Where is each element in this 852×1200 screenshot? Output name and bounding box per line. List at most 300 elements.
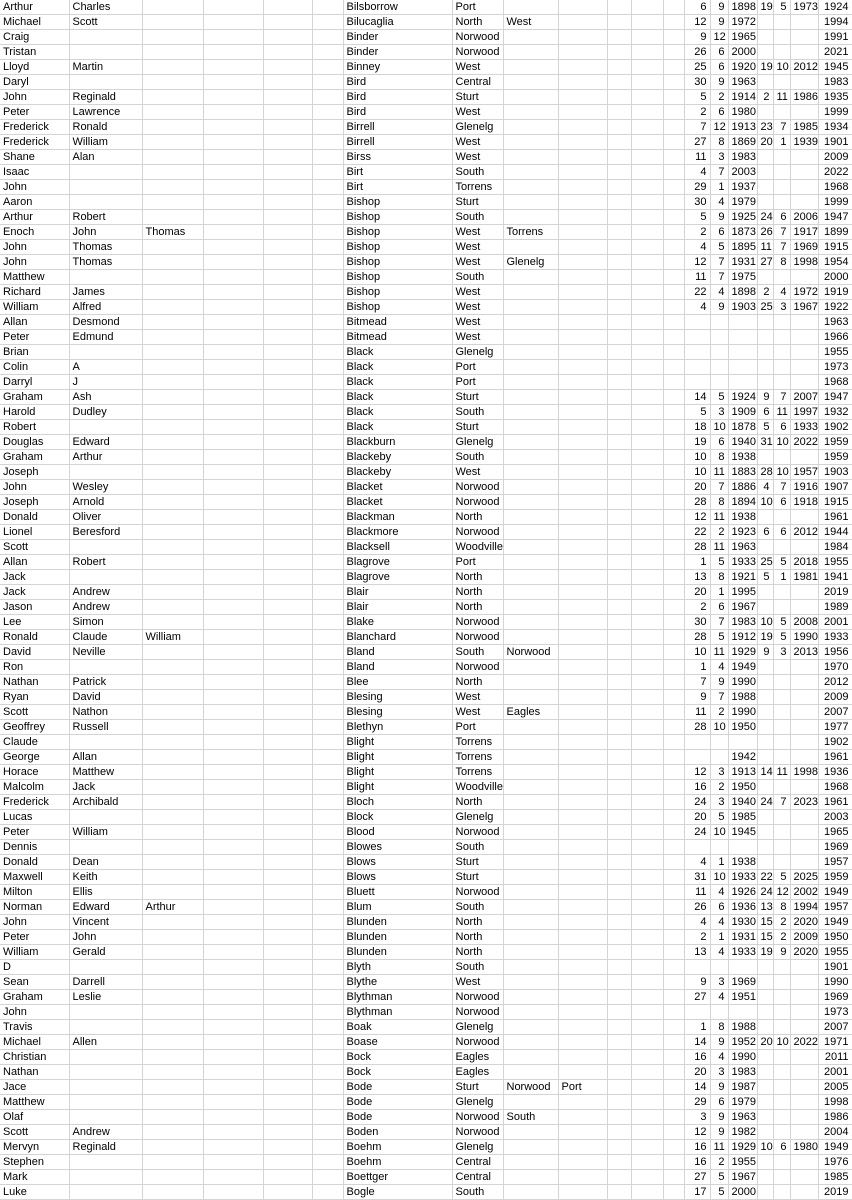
cell-club-2[interactable]: [503, 840, 558, 855]
cell-last-year[interactable]: 1959: [818, 870, 852, 885]
cell-empty-k[interactable]: [607, 525, 631, 540]
cell-birth-year[interactable]: 1936: [728, 900, 757, 915]
cell-empty-m[interactable]: [663, 975, 684, 990]
cell-club-1[interactable]: Glenelg: [452, 1095, 503, 1110]
cell-empty-e[interactable]: [263, 1020, 312, 1035]
cell-empty-l[interactable]: [631, 105, 663, 120]
cell-empty-m[interactable]: [663, 435, 684, 450]
cell-third-name[interactable]: [142, 1095, 203, 1110]
cell-birth-year[interactable]: [728, 345, 757, 360]
cell-birth-month[interactable]: 1: [710, 585, 728, 600]
cell-last-year[interactable]: 1966: [818, 330, 852, 345]
cell-empty-m[interactable]: [663, 345, 684, 360]
cell-empty-k[interactable]: [607, 1140, 631, 1155]
cell-empty-k[interactable]: [607, 585, 631, 600]
cell-empty-m[interactable]: [663, 15, 684, 30]
cell-empty-e[interactable]: [263, 1005, 312, 1020]
cell-first-name[interactable]: William: [0, 300, 69, 315]
cell-club-1[interactable]: Glenelg: [452, 1140, 503, 1155]
cell-surname[interactable]: Blight: [343, 780, 452, 795]
cell-last-year[interactable]: 1999: [818, 195, 852, 210]
cell-empty-e[interactable]: [263, 825, 312, 840]
cell-death-year[interactable]: [790, 450, 818, 465]
cell-death-day[interactable]: 24: [757, 795, 773, 810]
cell-death-year[interactable]: [790, 690, 818, 705]
cell-empty-m[interactable]: [663, 255, 684, 270]
cell-surname[interactable]: Blacksell: [343, 540, 452, 555]
cell-first-name[interactable]: Arthur: [0, 210, 69, 225]
cell-last-year[interactable]: 1907: [818, 480, 852, 495]
cell-empty-f[interactable]: [312, 0, 343, 15]
cell-birth-day[interactable]: 10: [684, 465, 710, 480]
cell-third-name[interactable]: [142, 735, 203, 750]
cell-middle-name[interactable]: [69, 1050, 142, 1065]
cell-club-1[interactable]: Port: [452, 555, 503, 570]
cell-club-2[interactable]: [503, 1155, 558, 1170]
cell-first-name[interactable]: Brian: [0, 345, 69, 360]
cell-club-2[interactable]: [503, 75, 558, 90]
cell-death-month[interactable]: 6: [773, 1140, 790, 1155]
cell-empty-k[interactable]: [607, 660, 631, 675]
cell-club-3[interactable]: [558, 645, 607, 660]
cell-empty-m[interactable]: [663, 270, 684, 285]
cell-empty-d[interactable]: [203, 120, 263, 135]
cell-empty-m[interactable]: [663, 705, 684, 720]
cell-club-3[interactable]: [558, 945, 607, 960]
cell-empty-m[interactable]: [663, 300, 684, 315]
cell-third-name[interactable]: [142, 90, 203, 105]
cell-first-name[interactable]: D: [0, 960, 69, 975]
cell-death-year[interactable]: 2022: [790, 1035, 818, 1050]
cell-club-2[interactable]: [503, 915, 558, 930]
cell-empty-m[interactable]: [663, 1170, 684, 1185]
cell-club-2[interactable]: [503, 960, 558, 975]
cell-last-year[interactable]: 1983: [818, 75, 852, 90]
cell-club-1[interactable]: Torrens: [452, 765, 503, 780]
cell-birth-day[interactable]: 4: [684, 915, 710, 930]
cell-death-day[interactable]: 22: [757, 870, 773, 885]
cell-birth-year[interactable]: 1942: [728, 750, 757, 765]
cell-club-3[interactable]: [558, 585, 607, 600]
cell-empty-d[interactable]: [203, 105, 263, 120]
cell-birth-day[interactable]: 28: [684, 720, 710, 735]
cell-death-year[interactable]: 2025: [790, 870, 818, 885]
cell-death-month[interactable]: 9: [773, 945, 790, 960]
cell-surname[interactable]: Blackman: [343, 510, 452, 525]
cell-last-year[interactable]: 1961: [818, 795, 852, 810]
cell-birth-year[interactable]: 1929: [728, 1140, 757, 1155]
cell-birth-month[interactable]: 4: [710, 915, 728, 930]
cell-empty-d[interactable]: [203, 465, 263, 480]
cell-empty-f[interactable]: [312, 210, 343, 225]
cell-empty-m[interactable]: [663, 285, 684, 300]
cell-surname[interactable]: Bock: [343, 1050, 452, 1065]
cell-empty-k[interactable]: [607, 90, 631, 105]
cell-middle-name[interactable]: Allen: [69, 1035, 142, 1050]
cell-first-name[interactable]: Peter: [0, 825, 69, 840]
cell-birth-month[interactable]: 11: [710, 465, 728, 480]
cell-club-1[interactable]: South: [452, 210, 503, 225]
cell-club-1[interactable]: Glenelg: [452, 120, 503, 135]
cell-death-year[interactable]: 1994: [790, 900, 818, 915]
cell-death-month[interactable]: 7: [773, 480, 790, 495]
cell-death-month[interactable]: 6: [773, 420, 790, 435]
cell-first-name[interactable]: John: [0, 180, 69, 195]
cell-club-3[interactable]: [558, 615, 607, 630]
cell-empty-l[interactable]: [631, 345, 663, 360]
cell-death-month[interactable]: [773, 345, 790, 360]
cell-empty-l[interactable]: [631, 915, 663, 930]
cell-empty-k[interactable]: [607, 1110, 631, 1125]
cell-birth-month[interactable]: 5: [710, 630, 728, 645]
cell-death-day[interactable]: [757, 750, 773, 765]
cell-birth-month[interactable]: [710, 345, 728, 360]
cell-third-name[interactable]: William: [142, 630, 203, 645]
cell-first-name[interactable]: Colin: [0, 360, 69, 375]
cell-last-year[interactable]: 1935: [818, 90, 852, 105]
cell-last-year[interactable]: 2007: [818, 705, 852, 720]
cell-club-3[interactable]: [558, 1155, 607, 1170]
cell-third-name[interactable]: [142, 75, 203, 90]
cell-club-2[interactable]: [503, 180, 558, 195]
cell-empty-d[interactable]: [203, 1020, 263, 1035]
cell-middle-name[interactable]: Robert: [69, 210, 142, 225]
cell-surname[interactable]: Blood: [343, 825, 452, 840]
cell-birth-day[interactable]: 12: [684, 765, 710, 780]
cell-surname[interactable]: Binder: [343, 30, 452, 45]
cell-third-name[interactable]: [142, 750, 203, 765]
cell-birth-year[interactable]: 1883: [728, 465, 757, 480]
cell-last-year[interactable]: 2009: [818, 690, 852, 705]
cell-death-day[interactable]: [757, 315, 773, 330]
cell-third-name[interactable]: [142, 1065, 203, 1080]
cell-empty-m[interactable]: [663, 1035, 684, 1050]
cell-empty-l[interactable]: [631, 930, 663, 945]
cell-empty-l[interactable]: [631, 960, 663, 975]
cell-birth-month[interactable]: 6: [710, 225, 728, 240]
cell-surname[interactable]: Bird: [343, 75, 452, 90]
cell-empty-f[interactable]: [312, 330, 343, 345]
cell-last-year[interactable]: 2011: [818, 1050, 852, 1065]
cell-empty-e[interactable]: [263, 45, 312, 60]
cell-empty-f[interactable]: [312, 600, 343, 615]
cell-middle-name[interactable]: John: [69, 930, 142, 945]
cell-club-3[interactable]: [558, 510, 607, 525]
cell-empty-e[interactable]: [263, 765, 312, 780]
cell-empty-f[interactable]: [312, 450, 343, 465]
cell-birth-year[interactable]: [728, 360, 757, 375]
cell-club-3[interactable]: [558, 1110, 607, 1125]
cell-club-2[interactable]: [503, 675, 558, 690]
cell-death-day[interactable]: 6: [757, 405, 773, 420]
cell-club-3[interactable]: [558, 825, 607, 840]
cell-empty-e[interactable]: [263, 780, 312, 795]
cell-first-name[interactable]: Dennis: [0, 840, 69, 855]
cell-middle-name[interactable]: Beresford: [69, 525, 142, 540]
cell-club-2[interactable]: [503, 990, 558, 1005]
cell-birth-month[interactable]: 4: [710, 285, 728, 300]
cell-death-day[interactable]: 5: [757, 570, 773, 585]
cell-empty-l[interactable]: [631, 900, 663, 915]
cell-empty-l[interactable]: [631, 60, 663, 75]
cell-third-name[interactable]: [142, 825, 203, 840]
cell-club-1[interactable]: Torrens: [452, 750, 503, 765]
cell-surname[interactable]: Bode: [343, 1110, 452, 1125]
cell-empty-d[interactable]: [203, 705, 263, 720]
cell-birth-day[interactable]: 16: [684, 1155, 710, 1170]
cell-surname[interactable]: Boettger: [343, 1170, 452, 1185]
cell-surname[interactable]: Bishop: [343, 195, 452, 210]
cell-club-2[interactable]: [503, 570, 558, 585]
cell-third-name[interactable]: [142, 870, 203, 885]
cell-death-year[interactable]: [790, 1185, 818, 1200]
cell-death-year[interactable]: [790, 1155, 818, 1170]
cell-club-2[interactable]: [503, 90, 558, 105]
cell-empty-e[interactable]: [263, 600, 312, 615]
cell-empty-f[interactable]: [312, 675, 343, 690]
cell-empty-e[interactable]: [263, 420, 312, 435]
cell-empty-e[interactable]: [263, 540, 312, 555]
cell-club-1[interactable]: North: [452, 915, 503, 930]
cell-birth-year[interactable]: 1924: [728, 390, 757, 405]
cell-empty-l[interactable]: [631, 765, 663, 780]
cell-third-name[interactable]: [142, 450, 203, 465]
cell-birth-day[interactable]: 19: [684, 435, 710, 450]
cell-empty-l[interactable]: [631, 1080, 663, 1095]
cell-death-month[interactable]: [773, 1155, 790, 1170]
cell-empty-l[interactable]: [631, 120, 663, 135]
cell-death-month[interactable]: 7: [773, 120, 790, 135]
cell-death-day[interactable]: 10: [757, 495, 773, 510]
cell-club-1[interactable]: South: [452, 900, 503, 915]
cell-empty-l[interactable]: [631, 780, 663, 795]
cell-surname[interactable]: Blight: [343, 765, 452, 780]
cell-death-month[interactable]: [773, 750, 790, 765]
cell-surname[interactable]: Blackmore: [343, 525, 452, 540]
cell-empty-l[interactable]: [631, 480, 663, 495]
cell-death-year[interactable]: 1998: [790, 255, 818, 270]
cell-death-month[interactable]: [773, 840, 790, 855]
cell-first-name[interactable]: Shane: [0, 150, 69, 165]
cell-empty-l[interactable]: [631, 1035, 663, 1050]
cell-death-year[interactable]: 2007: [790, 390, 818, 405]
cell-first-name[interactable]: Milton: [0, 885, 69, 900]
cell-empty-f[interactable]: [312, 270, 343, 285]
cell-birth-day[interactable]: [684, 840, 710, 855]
cell-empty-e[interactable]: [263, 735, 312, 750]
cell-birth-month[interactable]: [710, 360, 728, 375]
cell-middle-name[interactable]: Ronald: [69, 120, 142, 135]
cell-death-day[interactable]: [757, 195, 773, 210]
cell-empty-k[interactable]: [607, 825, 631, 840]
cell-death-year[interactable]: 1916: [790, 480, 818, 495]
cell-club-2[interactable]: [503, 1035, 558, 1050]
cell-death-day[interactable]: [757, 1185, 773, 1200]
cell-club-3[interactable]: [558, 990, 607, 1005]
cell-empty-f[interactable]: [312, 285, 343, 300]
cell-death-year[interactable]: [790, 150, 818, 165]
cell-empty-l[interactable]: [631, 225, 663, 240]
cell-empty-m[interactable]: [663, 525, 684, 540]
cell-club-1[interactable]: Port: [452, 0, 503, 15]
cell-death-month[interactable]: [773, 660, 790, 675]
cell-death-day[interactable]: [757, 270, 773, 285]
cell-empty-f[interactable]: [312, 1005, 343, 1020]
cell-birth-year[interactable]: 1983: [728, 1065, 757, 1080]
cell-third-name[interactable]: [142, 180, 203, 195]
cell-surname[interactable]: Blackeby: [343, 450, 452, 465]
cell-third-name[interactable]: [142, 660, 203, 675]
cell-empty-k[interactable]: [607, 1080, 631, 1095]
cell-middle-name[interactable]: Reginald: [69, 1140, 142, 1155]
cell-empty-k[interactable]: [607, 705, 631, 720]
cell-birth-month[interactable]: 4: [710, 195, 728, 210]
cell-empty-d[interactable]: [203, 585, 263, 600]
cell-first-name[interactable]: Darryl: [0, 375, 69, 390]
cell-last-year[interactable]: 2003: [818, 810, 852, 825]
cell-last-year[interactable]: 1902: [818, 420, 852, 435]
cell-empty-k[interactable]: [607, 1065, 631, 1080]
cell-club-2[interactable]: [503, 750, 558, 765]
cell-death-month[interactable]: [773, 1050, 790, 1065]
cell-club-2[interactable]: [503, 780, 558, 795]
cell-middle-name[interactable]: Edward: [69, 900, 142, 915]
cell-empty-l[interactable]: [631, 795, 663, 810]
cell-empty-m[interactable]: [663, 495, 684, 510]
cell-club-2[interactable]: [503, 240, 558, 255]
cell-middle-name[interactable]: [69, 570, 142, 585]
cell-first-name[interactable]: Lucas: [0, 810, 69, 825]
cell-club-1[interactable]: Port: [452, 720, 503, 735]
cell-empty-l[interactable]: [631, 570, 663, 585]
cell-surname[interactable]: Blum: [343, 900, 452, 915]
cell-club-1[interactable]: South: [452, 165, 503, 180]
cell-birth-month[interactable]: 6: [710, 1095, 728, 1110]
cell-birth-month[interactable]: 2: [710, 525, 728, 540]
cell-club-2[interactable]: [503, 600, 558, 615]
cell-club-1[interactable]: Sturt: [452, 855, 503, 870]
cell-birth-month[interactable]: [710, 735, 728, 750]
cell-birth-month[interactable]: 4: [710, 1050, 728, 1065]
cell-birth-month[interactable]: 9: [710, 75, 728, 90]
cell-empty-d[interactable]: [203, 75, 263, 90]
cell-death-day[interactable]: [757, 735, 773, 750]
cell-empty-e[interactable]: [263, 105, 312, 120]
cell-last-year[interactable]: 2007: [818, 1020, 852, 1035]
cell-club-1[interactable]: Sturt: [452, 195, 503, 210]
cell-empty-m[interactable]: [663, 780, 684, 795]
cell-surname[interactable]: Bitmead: [343, 315, 452, 330]
cell-empty-f[interactable]: [312, 660, 343, 675]
cell-empty-l[interactable]: [631, 255, 663, 270]
cell-surname[interactable]: Bishop: [343, 240, 452, 255]
cell-club-3[interactable]: [558, 165, 607, 180]
cell-death-month[interactable]: 7: [773, 225, 790, 240]
cell-birth-day[interactable]: 5: [684, 405, 710, 420]
cell-birth-month[interactable]: 6: [710, 900, 728, 915]
cell-surname[interactable]: Birrell: [343, 135, 452, 150]
cell-empty-m[interactable]: [663, 870, 684, 885]
cell-club-2[interactable]: [503, 615, 558, 630]
cell-club-3[interactable]: [558, 45, 607, 60]
cell-middle-name[interactable]: [69, 1080, 142, 1095]
cell-middle-name[interactable]: A: [69, 360, 142, 375]
cell-middle-name[interactable]: Martin: [69, 60, 142, 75]
cell-empty-e[interactable]: [263, 990, 312, 1005]
cell-empty-l[interactable]: [631, 975, 663, 990]
cell-third-name[interactable]: [142, 555, 203, 570]
cell-empty-e[interactable]: [263, 675, 312, 690]
cell-middle-name[interactable]: Keith: [69, 870, 142, 885]
cell-empty-m[interactable]: [663, 555, 684, 570]
cell-birth-year[interactable]: 1967: [728, 1170, 757, 1185]
cell-third-name[interactable]: [142, 1125, 203, 1140]
cell-surname[interactable]: Blethyn: [343, 720, 452, 735]
cell-death-month[interactable]: 11: [773, 90, 790, 105]
cell-middle-name[interactable]: Gerald: [69, 945, 142, 960]
cell-middle-name[interactable]: Thomas: [69, 240, 142, 255]
cell-empty-f[interactable]: [312, 480, 343, 495]
cell-empty-f[interactable]: [312, 1185, 343, 1200]
cell-birth-month[interactable]: 9: [710, 675, 728, 690]
cell-third-name[interactable]: [142, 315, 203, 330]
cell-birth-year[interactable]: 1933: [728, 945, 757, 960]
cell-empty-k[interactable]: [607, 1125, 631, 1140]
cell-birth-year[interactable]: 1940: [728, 435, 757, 450]
cell-empty-e[interactable]: [263, 1140, 312, 1155]
cell-empty-l[interactable]: [631, 735, 663, 750]
cell-surname[interactable]: Binder: [343, 45, 452, 60]
cell-club-1[interactable]: West: [452, 225, 503, 240]
cell-empty-d[interactable]: [203, 195, 263, 210]
cell-first-name[interactable]: Frederick: [0, 120, 69, 135]
cell-empty-d[interactable]: [203, 450, 263, 465]
cell-death-day[interactable]: [757, 660, 773, 675]
cell-first-name[interactable]: Tristan: [0, 45, 69, 60]
cell-empty-d[interactable]: [203, 900, 263, 915]
cell-death-day[interactable]: [757, 1065, 773, 1080]
cell-third-name[interactable]: [142, 495, 203, 510]
cell-death-year[interactable]: [790, 1020, 818, 1035]
cell-empty-m[interactable]: [663, 885, 684, 900]
cell-middle-name[interactable]: David: [69, 690, 142, 705]
cell-surname[interactable]: Blows: [343, 870, 452, 885]
cell-club-1[interactable]: North: [452, 15, 503, 30]
cell-third-name[interactable]: [142, 525, 203, 540]
cell-last-year[interactable]: 1915: [818, 240, 852, 255]
cell-empty-d[interactable]: [203, 630, 263, 645]
cell-club-1[interactable]: Norwood: [452, 45, 503, 60]
cell-empty-l[interactable]: [631, 165, 663, 180]
cell-birth-day[interactable]: 13: [684, 945, 710, 960]
cell-empty-f[interactable]: [312, 1125, 343, 1140]
cell-empty-l[interactable]: [631, 315, 663, 330]
cell-last-year[interactable]: 2004: [818, 1125, 852, 1140]
cell-club-3[interactable]: [558, 240, 607, 255]
cell-last-year[interactable]: 1971: [818, 1035, 852, 1050]
cell-birth-day[interactable]: 26: [684, 45, 710, 60]
cell-empty-m[interactable]: [663, 210, 684, 225]
cell-middle-name[interactable]: Andrew: [69, 1125, 142, 1140]
cell-club-2[interactable]: [503, 195, 558, 210]
cell-surname[interactable]: Bird: [343, 105, 452, 120]
cell-middle-name[interactable]: Archibald: [69, 795, 142, 810]
cell-third-name[interactable]: [142, 105, 203, 120]
cell-middle-name[interactable]: Dudley: [69, 405, 142, 420]
cell-empty-e[interactable]: [263, 165, 312, 180]
cell-empty-k[interactable]: [607, 165, 631, 180]
cell-birth-day[interactable]: 16: [684, 780, 710, 795]
